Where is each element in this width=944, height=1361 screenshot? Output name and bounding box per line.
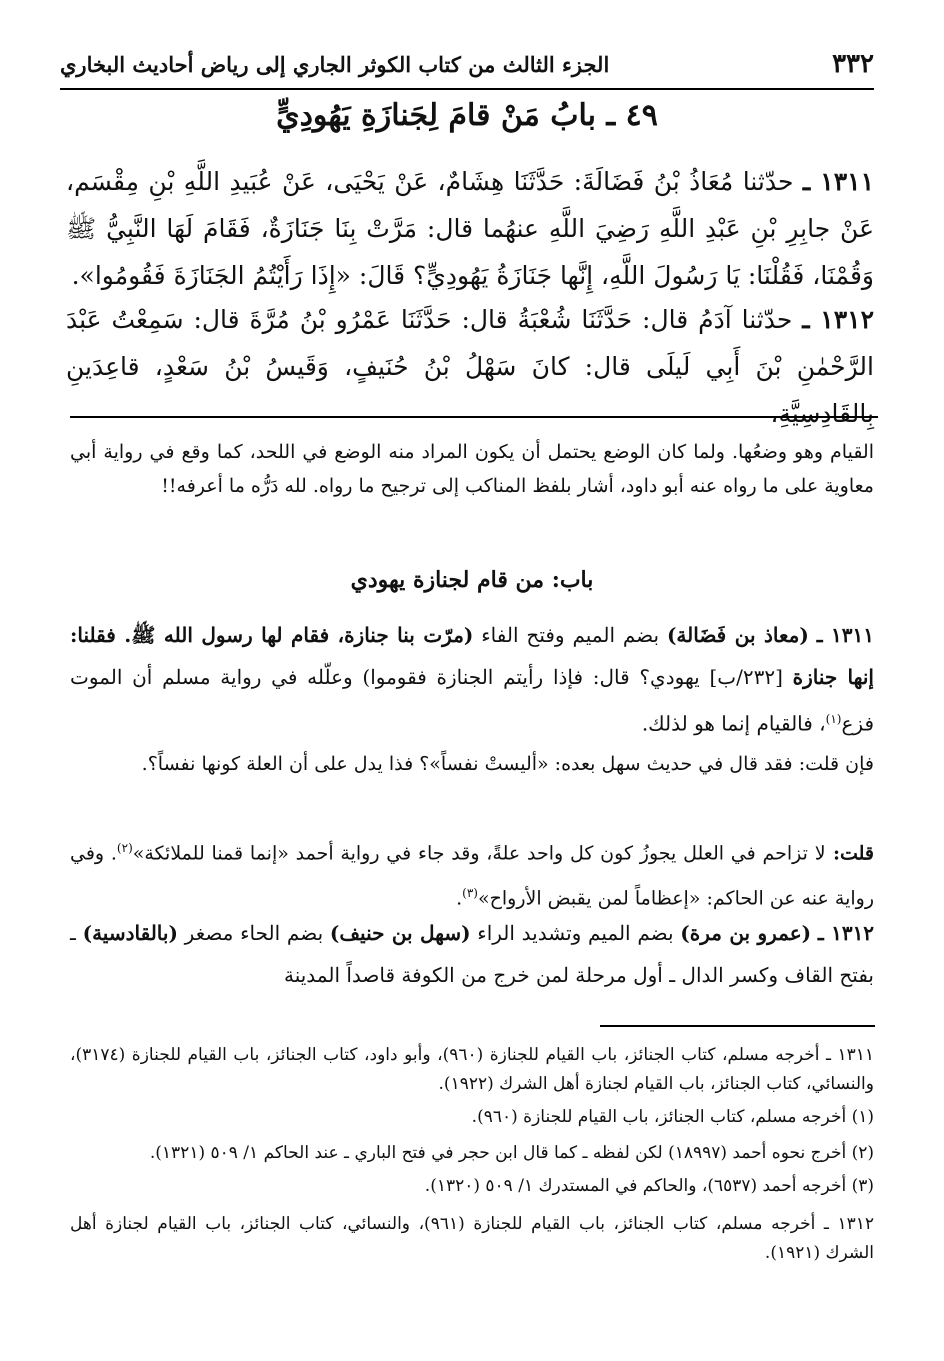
running-title: الجزء الثالث من كتاب الكوثر الجاري إلى رياض أحاديث البخاري <box>60 51 610 77</box>
commentary-bab-heading: باب: من قام لجنازة يهودي <box>350 567 594 593</box>
commentary-quote: (سهل بن حنيف) <box>329 921 471 945</box>
commentary-answer <box>70 828 874 919</box>
footnote: (٣) أخرجه أحمد (٦٥٣٧)، والحاكم في المستدرك ١/ ٥٠٩ (١٣٢٠). <box>424 1176 874 1196</box>
hadith-text: حدّثنا آدَمُ قال: حَدَّثَنَا شُعْبَةُ قال: حَدَّثَنَا عَمْرُو بْنُ مُرَّةَ قال: سَمِعْتُ عَبْدَ الرَّحْمٰنِ بْنَ أَبِي لَيلَى قال: كانَ سَهْلُ بْنُ حُنَيفٍ، وَقَيسُ بْنُ سَعْدٍ، قاعِدَينِ بِالقَادِسِيَّةِ، <box>66 305 874 428</box>
answer-text: لا تزاحم في العلل يجوزُ كون كل واحد علةً، وقد جاء في رواية أحمد «إنما قمنا للملائكة» <box>132 842 826 865</box>
commentary-quote: (مرّت بنا جنازة، فقام لها رسول الله ﷺ. فقلنا: إنها جنازة <box>70 623 874 689</box>
footnote-ref: (١) <box>825 712 842 726</box>
answer-lead: قلت: <box>825 842 874 865</box>
footnote-ref: (٢) <box>116 841 133 855</box>
commentary-intro: القيام وهو وضعُها. ولما كان الوضع يحتمل أن يكون المراد منه الوضع في اللحد، كما وقع في رواية أبي معاوية على ما رواه عنه أبو داود، أشار بلفظ المناكب إلى ترجيح ما رواه. لله دَرُّه ما أعرفه!! <box>70 441 874 497</box>
answer-text: . <box>456 887 463 910</box>
commentary-1311 <box>70 614 874 745</box>
commentary-text: [٢٣٢/ب] يهودي؟ قال: فإذا رأيتم الجنازة فقوموا) وعلّله في رواية مسلم أن الموت فزع <box>70 665 874 736</box>
footnote-divider <box>600 1025 875 1027</box>
page-number: ٣٣٢ <box>832 49 874 79</box>
commentary-1312 <box>70 912 874 996</box>
question-text: فقد قال في حديث سهل بعده: «أليستْ نفساً»؟ فذا يدل على أن العلة كونها نفساً؟. <box>141 753 793 775</box>
answer-text: . وفي رواية عنه عن الحاكم: «إعظاماً لمن يقبض الأرواح» <box>70 842 874 910</box>
text-divider <box>70 416 878 418</box>
footnote: ١٣١٢ ـ أخرجه مسلم، كتاب الجنائز، باب القيام للجنازة (٩٦١)، والنسائي، كتاب الجنائز، باب القيام لجنازة أهل الشرك (١٩٢١). <box>70 1214 874 1263</box>
commentary-text: بضم الحاء مصغر <box>177 921 330 945</box>
question-lead: فإن قلت: <box>792 753 874 775</box>
footnote: (١) أخرجه مسلم، كتاب الجنائز، باب القيام للجنازة (٩٦٠). <box>471 1107 874 1127</box>
chapter-title: ٤٩ ـ بابُ مَنْ قامَ لِجَنازَةِ يَهُودِيٍّ <box>276 98 658 133</box>
commentary-text: بضم الميم وتشديد الراء <box>470 921 681 945</box>
footnote-ref: (٣) <box>462 886 478 901</box>
commentary-text: ـ بفتح القاف وكسر الدال ـ أول مرحلة لمن خرج من الكوفة قاصداً المدينة <box>70 921 874 987</box>
commentary-number: ١٣١٢ ـ <box>817 921 875 945</box>
hadith-text: حدّثنا مُعَاذُ بْنُ فَضَالَةَ: حَدَّثَنَا هِشَامٌ، عَنْ يَحْيَى، عَنْ عُبَيدِ اللَّهِ بْنِ مِقْسَم، عَنْ جابِرِ بْنِ عَبْدِ اللَّهِ رَضِيَ اللَّهِ عنهُما قال: مَرَّتْ بِنَا جَنَازَةٌ، فَقَامَ لَهَا النَّبِيُّ ﷺ وَقُمْنَا، فَقُلْنَا: يَا رَسُولَ اللَّهِ، إِنَّها جَنَازَةُ يَهُودِيٍّ؟ قَالَ: «إِذَا رَأَيْتُمُ الجَنَازَةَ فَقُومُوا». <box>66 167 874 290</box>
footnote: ١٣١١ ـ أخرجه مسلم، كتاب الجنائز، باب القيام للجنازة (٩٦٠)، وأبو داود، كتاب الجنائز، باب القيام للجنازة (٣١٧٤)، والنسائي، كتاب الجنائز، باب القيام لجنازة أهل الشرك (١٩٢٢). <box>70 1045 874 1094</box>
commentary-quote: (عمرو بن مرة) <box>680 921 812 945</box>
page-header <box>60 40 874 90</box>
commentary-text: بضم الميم وفتح الفاء <box>473 623 667 647</box>
commentary-question <box>70 744 874 784</box>
commentary-text: ، فالقيام إنما هو لذلك. <box>641 711 826 736</box>
commentary-quote: (بالقادسية) <box>82 921 178 945</box>
hadith-number: ١٣١١ ـ <box>802 167 874 196</box>
footnote: (٢) أخرج نحوه أحمد (١٨٩٩٧) لكن لفظه ـ كما قال ابن حجر في فتح الباري ـ عند الحاكم ١/ ٥٠٩ (١٣٢١). <box>149 1143 874 1163</box>
commentary-number: ١٣١١ ـ <box>816 623 875 647</box>
hadith-number: ١٣١٢ ـ <box>802 305 874 334</box>
hadith-1311 <box>66 158 874 299</box>
commentary-quote: (معاذ بن فَضَالة) <box>666 623 809 647</box>
